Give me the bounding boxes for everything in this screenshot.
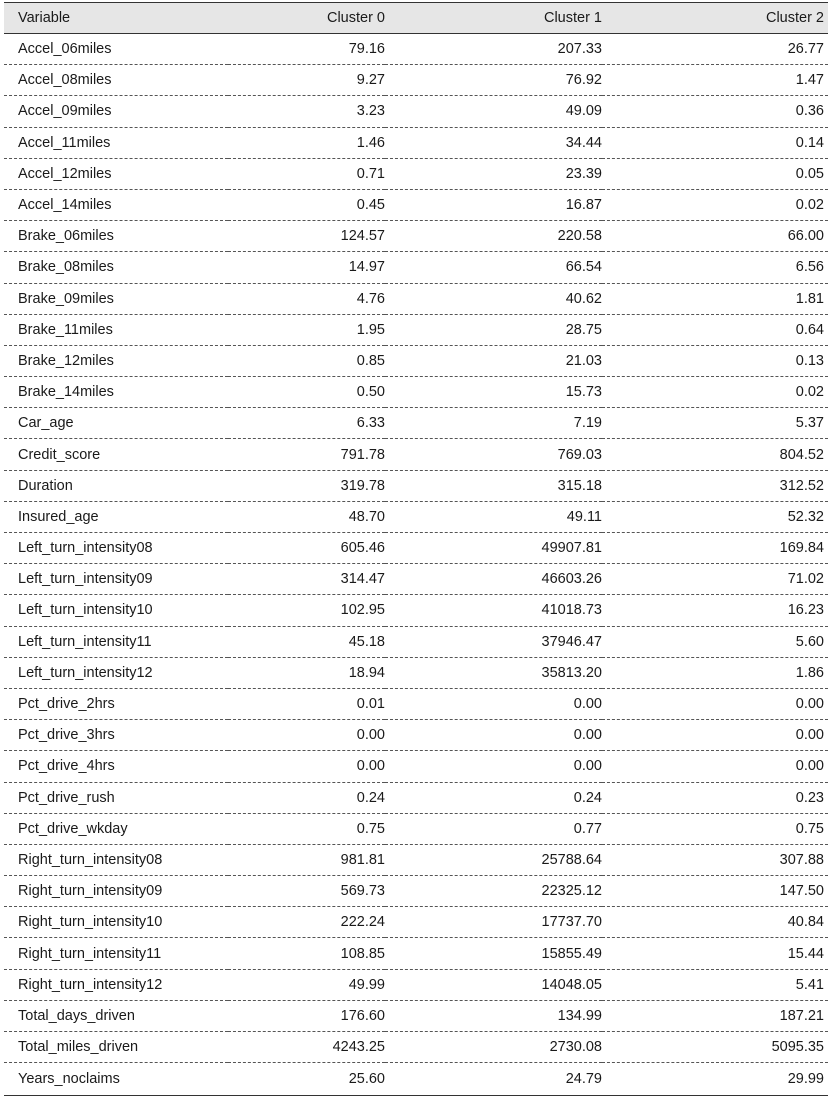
cluster-0-cell: 124.57 bbox=[340, 228, 385, 245]
table-row bbox=[4, 813, 828, 844]
cluster-1-cell: 15.73 bbox=[565, 384, 602, 401]
cluster-0-cell: 108.85 bbox=[340, 945, 385, 962]
cluster-1-cell: 0.77 bbox=[573, 820, 602, 837]
variable-cell: Pct_drive_rush bbox=[18, 789, 115, 806]
cluster-2-cell: 0.02 bbox=[795, 384, 824, 401]
cluster-0-cell: 4243.25 bbox=[332, 1039, 385, 1056]
cluster-1-cell: 134.99 bbox=[557, 1007, 602, 1024]
cluster-1-cell: 34.44 bbox=[565, 134, 602, 151]
table-row bbox=[4, 782, 828, 813]
cluster-2-cell: 169.84 bbox=[779, 540, 824, 557]
cluster-1-cell: 0.00 bbox=[573, 696, 602, 713]
table-row bbox=[4, 345, 828, 376]
cluster-2-cell: 804.52 bbox=[779, 446, 824, 463]
cluster-2-cell: 0.75 bbox=[795, 820, 824, 837]
cluster-0-cell: 319.78 bbox=[340, 477, 385, 494]
cluster-0-cell: 79.16 bbox=[348, 41, 385, 58]
cluster-0-cell: 314.47 bbox=[340, 571, 385, 588]
variable-cell: Brake_06miles bbox=[18, 228, 114, 245]
variable-cell: Left_turn_intensity11 bbox=[18, 633, 152, 650]
table-row bbox=[4, 751, 828, 782]
cluster-0-cell: 0.00 bbox=[356, 758, 385, 775]
cluster-0-cell: 102.95 bbox=[340, 602, 385, 619]
cluster-1-cell: 17737.70 bbox=[541, 914, 602, 931]
table-row bbox=[4, 1000, 828, 1031]
cluster-2-cell: 0.00 bbox=[795, 758, 824, 775]
variable-cell: Right_turn_intensity11 bbox=[18, 945, 162, 962]
cluster-1-cell: 28.75 bbox=[565, 321, 602, 338]
table-row bbox=[4, 969, 828, 1000]
cluster-2-cell: 307.88 bbox=[779, 851, 824, 868]
cluster-2-cell: 1.47 bbox=[795, 72, 824, 89]
cluster-0-cell: 0.75 bbox=[356, 820, 385, 837]
table-row bbox=[4, 127, 828, 158]
cluster-2-cell: 0.05 bbox=[795, 165, 824, 182]
cluster-1-cell: 22325.12 bbox=[541, 883, 602, 900]
table-row bbox=[4, 564, 828, 595]
cluster-2-cell: 26.77 bbox=[787, 41, 824, 58]
table-row bbox=[4, 408, 828, 439]
cluster-0-cell: 0.24 bbox=[356, 789, 385, 806]
variable-cell: Brake_11miles bbox=[18, 321, 113, 338]
cluster-1-cell: 315.18 bbox=[557, 477, 602, 494]
cluster-0-cell: 49.99 bbox=[348, 976, 385, 993]
variable-cell: Brake_12miles bbox=[18, 352, 114, 369]
cluster-2-cell: 52.32 bbox=[787, 508, 824, 525]
cluster-0-cell: 569.73 bbox=[340, 883, 385, 900]
cluster-0-cell: 14.97 bbox=[348, 259, 385, 276]
table-row bbox=[4, 377, 828, 408]
cluster-1-cell: 220.58 bbox=[557, 228, 602, 245]
cluster-2-cell: 0.64 bbox=[795, 321, 824, 338]
variable-cell: Left_turn_intensity08 bbox=[18, 540, 153, 557]
cluster-1-cell: 46603.26 bbox=[541, 571, 602, 588]
cluster-0-cell: 48.70 bbox=[348, 508, 385, 525]
cluster-1-cell: 0.24 bbox=[573, 789, 602, 806]
variable-cell: Accel_06miles bbox=[18, 41, 112, 58]
variable-cell: Accel_11miles bbox=[18, 134, 111, 151]
header-cluster-1: Cluster 1 bbox=[543, 10, 602, 26]
table-row bbox=[4, 65, 828, 96]
variable-cell: Total_days_driven bbox=[18, 1007, 135, 1024]
variable-cell: Left_turn_intensity12 bbox=[18, 664, 153, 681]
table-row bbox=[4, 221, 828, 252]
table-body bbox=[4, 34, 828, 1096]
variable-cell: Right_turn_intensity08 bbox=[18, 851, 163, 868]
cluster-means-table bbox=[4, 2, 828, 1096]
cluster-0-cell: 45.18 bbox=[348, 633, 385, 650]
cluster-2-cell: 5.60 bbox=[795, 633, 824, 650]
cluster-0-cell: 791.78 bbox=[340, 446, 385, 463]
cluster-2-cell: 40.84 bbox=[787, 914, 824, 931]
cluster-1-cell: 0.00 bbox=[573, 758, 602, 775]
cluster-1-cell: 15855.49 bbox=[541, 945, 602, 962]
cluster-0-cell: 222.24 bbox=[340, 914, 385, 931]
cluster-1-cell: 14048.05 bbox=[541, 976, 602, 993]
table-row bbox=[4, 720, 828, 751]
cluster-1-cell: 2730.08 bbox=[549, 1039, 602, 1056]
cluster-2-cell: 0.36 bbox=[795, 103, 824, 120]
table-header bbox=[4, 3, 828, 34]
cluster-2-cell: 312.52 bbox=[779, 477, 824, 494]
cluster-2-cell: 1.81 bbox=[795, 290, 824, 307]
cluster-1-cell: 7.19 bbox=[573, 415, 602, 432]
cluster-1-cell: 24.79 bbox=[565, 1071, 602, 1088]
cluster-0-cell: 0.01 bbox=[356, 696, 385, 713]
table-row bbox=[4, 533, 828, 564]
cluster-2-cell: 0.13 bbox=[795, 352, 824, 369]
table-row bbox=[4, 844, 828, 875]
table-row bbox=[4, 283, 828, 314]
cluster-1-cell: 16.87 bbox=[565, 197, 602, 214]
header-cluster-2: Cluster 2 bbox=[765, 10, 824, 26]
cluster-1-cell: 21.03 bbox=[565, 352, 602, 369]
cluster-1-cell: 207.33 bbox=[557, 41, 602, 58]
cluster-0-cell: 0.45 bbox=[356, 197, 385, 214]
cluster-2-cell: 0.23 bbox=[795, 789, 824, 806]
cluster-2-cell: 5.41 bbox=[795, 976, 824, 993]
cluster-0-cell: 0.85 bbox=[356, 352, 385, 369]
cluster-2-cell: 0.00 bbox=[795, 727, 824, 744]
cluster-0-cell: 9.27 bbox=[356, 72, 385, 89]
cluster-2-cell: 0.02 bbox=[795, 197, 824, 214]
header-cluster-0: Cluster 0 bbox=[326, 10, 385, 26]
variable-cell: Car_age bbox=[18, 415, 74, 432]
table-row bbox=[4, 252, 828, 283]
variable-cell: Credit_score bbox=[18, 446, 101, 463]
variable-cell: Accel_09miles bbox=[18, 103, 112, 120]
variable-cell: Total_miles_driven bbox=[18, 1039, 139, 1056]
table-row bbox=[4, 470, 828, 501]
cluster-0-cell: 1.95 bbox=[356, 321, 385, 338]
table-row bbox=[4, 314, 828, 345]
header-variable: Variable bbox=[18, 10, 71, 26]
variable-cell: Right_turn_intensity10 bbox=[18, 914, 163, 931]
table-row bbox=[4, 96, 828, 127]
variable-cell: Brake_08miles bbox=[18, 259, 114, 276]
cluster-1-cell: 37946.47 bbox=[541, 633, 602, 650]
variable-cell: Pct_drive_wkday bbox=[18, 820, 128, 837]
cluster-2-cell: 16.23 bbox=[787, 602, 824, 619]
variable-cell: Accel_12miles bbox=[18, 165, 112, 182]
variable-cell: Accel_14miles bbox=[18, 197, 112, 214]
cluster-2-cell: 66.00 bbox=[787, 228, 824, 245]
cluster-0-cell: 1.46 bbox=[356, 134, 385, 151]
table-row bbox=[4, 907, 828, 938]
cluster-0-cell: 0.00 bbox=[356, 727, 385, 744]
variable-cell: Pct_drive_3hrs bbox=[18, 727, 115, 744]
cluster-2-cell: 147.50 bbox=[779, 883, 824, 900]
cluster-1-cell: 49.09 bbox=[565, 103, 602, 120]
cluster-2-cell: 15.44 bbox=[787, 945, 824, 962]
table-row bbox=[4, 1032, 828, 1063]
table-row bbox=[4, 688, 828, 719]
table-row bbox=[4, 626, 828, 657]
cluster-1-cell: 40.62 bbox=[565, 290, 602, 307]
cluster-2-cell: 6.56 bbox=[795, 259, 824, 276]
cluster-2-cell: 71.02 bbox=[787, 571, 824, 588]
variable-cell: Accel_08miles bbox=[18, 72, 112, 89]
variable-cell: Right_turn_intensity09 bbox=[18, 883, 163, 900]
variable-cell: Brake_09miles bbox=[18, 290, 114, 307]
cluster-1-cell: 41018.73 bbox=[541, 602, 602, 619]
table-row bbox=[4, 189, 828, 220]
cluster-1-cell: 35813.20 bbox=[541, 664, 602, 681]
cluster-0-cell: 605.46 bbox=[340, 540, 385, 557]
cluster-0-cell: 176.60 bbox=[340, 1007, 385, 1024]
cluster-0-cell: 4.76 bbox=[356, 290, 385, 307]
cluster-1-cell: 0.00 bbox=[573, 727, 602, 744]
cluster-2-cell: 1.86 bbox=[795, 664, 824, 681]
cluster-0-cell: 3.23 bbox=[356, 103, 385, 120]
cluster-0-cell: 18.94 bbox=[348, 664, 385, 681]
cluster-1-cell: 76.92 bbox=[565, 72, 602, 89]
table-row bbox=[4, 34, 828, 65]
cluster-2-cell: 5.37 bbox=[795, 415, 824, 432]
table-row bbox=[4, 1063, 828, 1096]
table-row bbox=[4, 595, 828, 626]
cluster-2-cell: 0.00 bbox=[795, 696, 824, 713]
cluster-0-cell: 0.50 bbox=[356, 384, 385, 401]
cluster-0-cell: 25.60 bbox=[348, 1071, 385, 1088]
header-row bbox=[4, 3, 828, 34]
variable-cell: Brake_14miles bbox=[18, 384, 114, 401]
cluster-1-cell: 66.54 bbox=[565, 259, 602, 276]
cluster-2-cell: 0.14 bbox=[795, 134, 824, 151]
variable-cell: Left_turn_intensity09 bbox=[18, 571, 153, 588]
variable-cell: Insured_age bbox=[18, 508, 99, 525]
variable-cell: Years_noclaims bbox=[18, 1071, 120, 1088]
variable-cell: Pct_drive_4hrs bbox=[18, 758, 115, 775]
cluster-1-cell: 25788.64 bbox=[541, 851, 602, 868]
cluster-1-cell: 49907.81 bbox=[541, 540, 602, 557]
cluster-1-cell: 49.11 bbox=[566, 508, 602, 525]
table-row bbox=[4, 158, 828, 189]
variable-cell: Right_turn_intensity12 bbox=[18, 976, 163, 993]
cluster-2-cell: 187.21 bbox=[779, 1007, 824, 1024]
cluster-1-cell: 769.03 bbox=[557, 446, 602, 463]
table-row bbox=[4, 657, 828, 688]
cluster-2-cell: 5095.35 bbox=[771, 1039, 824, 1056]
table-row bbox=[4, 501, 828, 532]
variable-cell: Pct_drive_2hrs bbox=[18, 696, 115, 713]
table-row bbox=[4, 439, 828, 470]
table-row bbox=[4, 876, 828, 907]
cluster-2-cell: 29.99 bbox=[787, 1071, 824, 1088]
cluster-0-cell: 981.81 bbox=[340, 851, 385, 868]
cluster-1-cell: 23.39 bbox=[565, 165, 602, 182]
variable-cell: Duration bbox=[18, 477, 73, 494]
variable-cell: Left_turn_intensity10 bbox=[18, 602, 153, 619]
table-row bbox=[4, 938, 828, 969]
cluster-0-cell: 0.71 bbox=[356, 165, 385, 182]
cluster-0-cell: 6.33 bbox=[356, 415, 385, 432]
cluster-means-table-container bbox=[4, 2, 828, 1096]
